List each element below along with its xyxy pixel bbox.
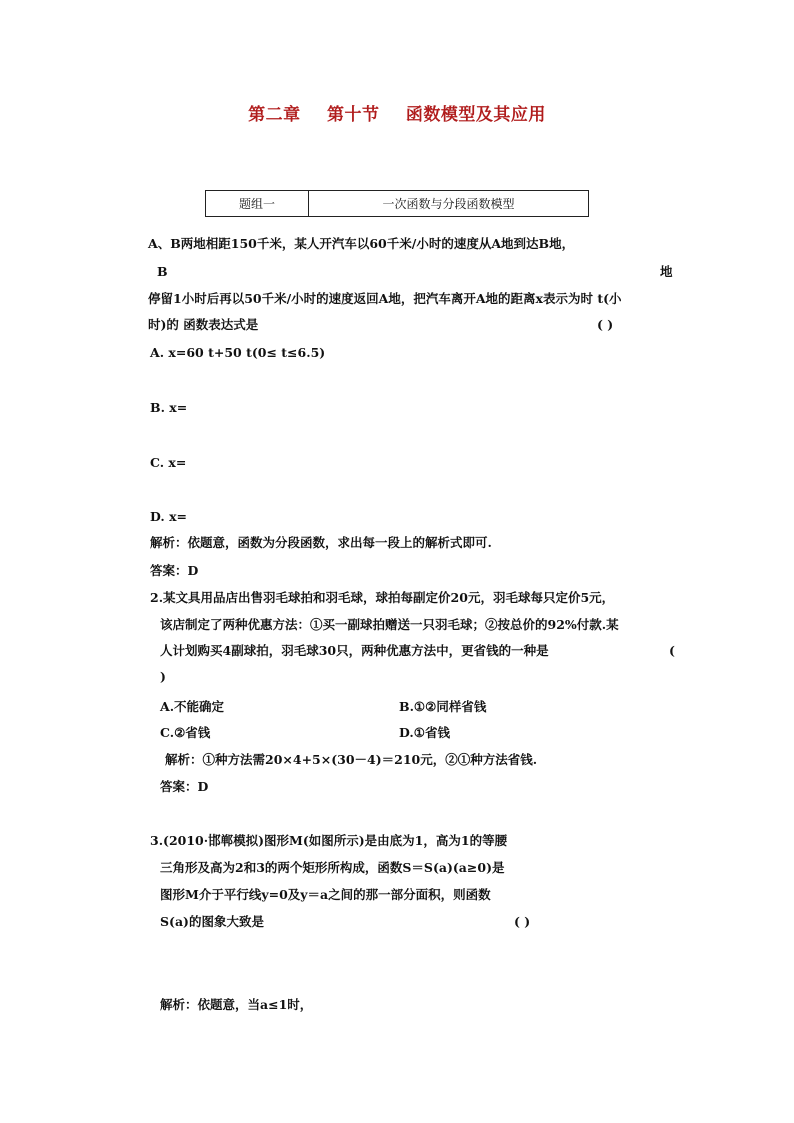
- section-label: 第十节: [327, 105, 380, 125]
- q3-analysis: 解析：依题意，当a≤1时，: [160, 997, 313, 1012]
- q1-answer-paren: ( ): [597, 317, 614, 332]
- q1-line2-right: 地: [660, 264, 673, 279]
- q1-option-b: B. x=: [150, 400, 188, 415]
- q1-line1: A、B两地相距150千米，某人开汽车以60千米/小时的速度从A地到达B地，: [148, 236, 575, 251]
- q1-line3: 停留1小时后再以50千米/小时的速度返回A地，把汽车离开A地的距离x表示为时 t(小: [148, 291, 622, 306]
- q2-paren-open: (: [669, 643, 675, 658]
- page-title: [0, 100, 794, 125]
- group-label: 题组一: [206, 191, 309, 217]
- q2-answer: 答案：D: [160, 779, 209, 794]
- q1-option-c: C. x=: [150, 455, 187, 470]
- group-table: [205, 190, 589, 217]
- q3-line2: 三角形及高为2和3的两个矩形所构成，函数S＝S(a)(a≥0)是: [160, 860, 505, 875]
- q2-option-d: D.①省钱: [399, 725, 450, 740]
- q3-line4: S(a)的图象大致是: [160, 914, 264, 929]
- q2-option-a: A.不能确定: [160, 699, 225, 714]
- q3-line1: 3.(2010·邯郸模拟)图形M(如图所示)是由底为1，高为1的等腰: [150, 833, 508, 848]
- q3-answer-paren: ( ): [514, 914, 531, 929]
- q2-line1: 2.某文具用品店出售羽毛球拍和羽毛球，球拍每副定价20元，羽毛球每只定价5元，: [150, 590, 615, 605]
- section-topic: 函数模型及其应用: [405, 105, 546, 125]
- q2-option-b: B.①②同样省钱: [399, 699, 487, 714]
- q1-answer: 答案：D: [150, 563, 199, 578]
- chapter-label: 第二章: [248, 105, 301, 125]
- q2-line3: 人计划购买4副球拍，羽毛球30只，两种优惠方法中，更省钱的一种是: [160, 643, 549, 658]
- q1-analysis: 解析：依题意，函数为分段函数，求出每一段上的解析式即可.: [150, 535, 492, 550]
- q2-line2: 该店制定了两种优惠方法：①买一副球拍赠送一只羽毛球；②按总价的92%付款.某: [160, 617, 619, 632]
- q1-line4: 时)的 函数表达式是: [148, 317, 259, 332]
- q1-option-d: D. x=: [150, 509, 188, 524]
- q2-analysis: 解析：①种方法需20×4+5×(30－4)＝210元，②①种方法省钱.: [165, 752, 538, 767]
- group-topic: 一次函数与分段函数模型: [309, 191, 589, 217]
- q1-option-a: A. x=60 t+50 t(0≤ t≤6.5): [150, 345, 326, 360]
- q2-option-c: C.②省钱: [160, 725, 211, 740]
- q1-line2-left: B: [157, 264, 168, 279]
- q2-paren-close: ): [160, 669, 166, 684]
- q3-line3: 图形M介于平行线y=0及y＝a之间的那一部分面积，则函数: [160, 887, 491, 902]
